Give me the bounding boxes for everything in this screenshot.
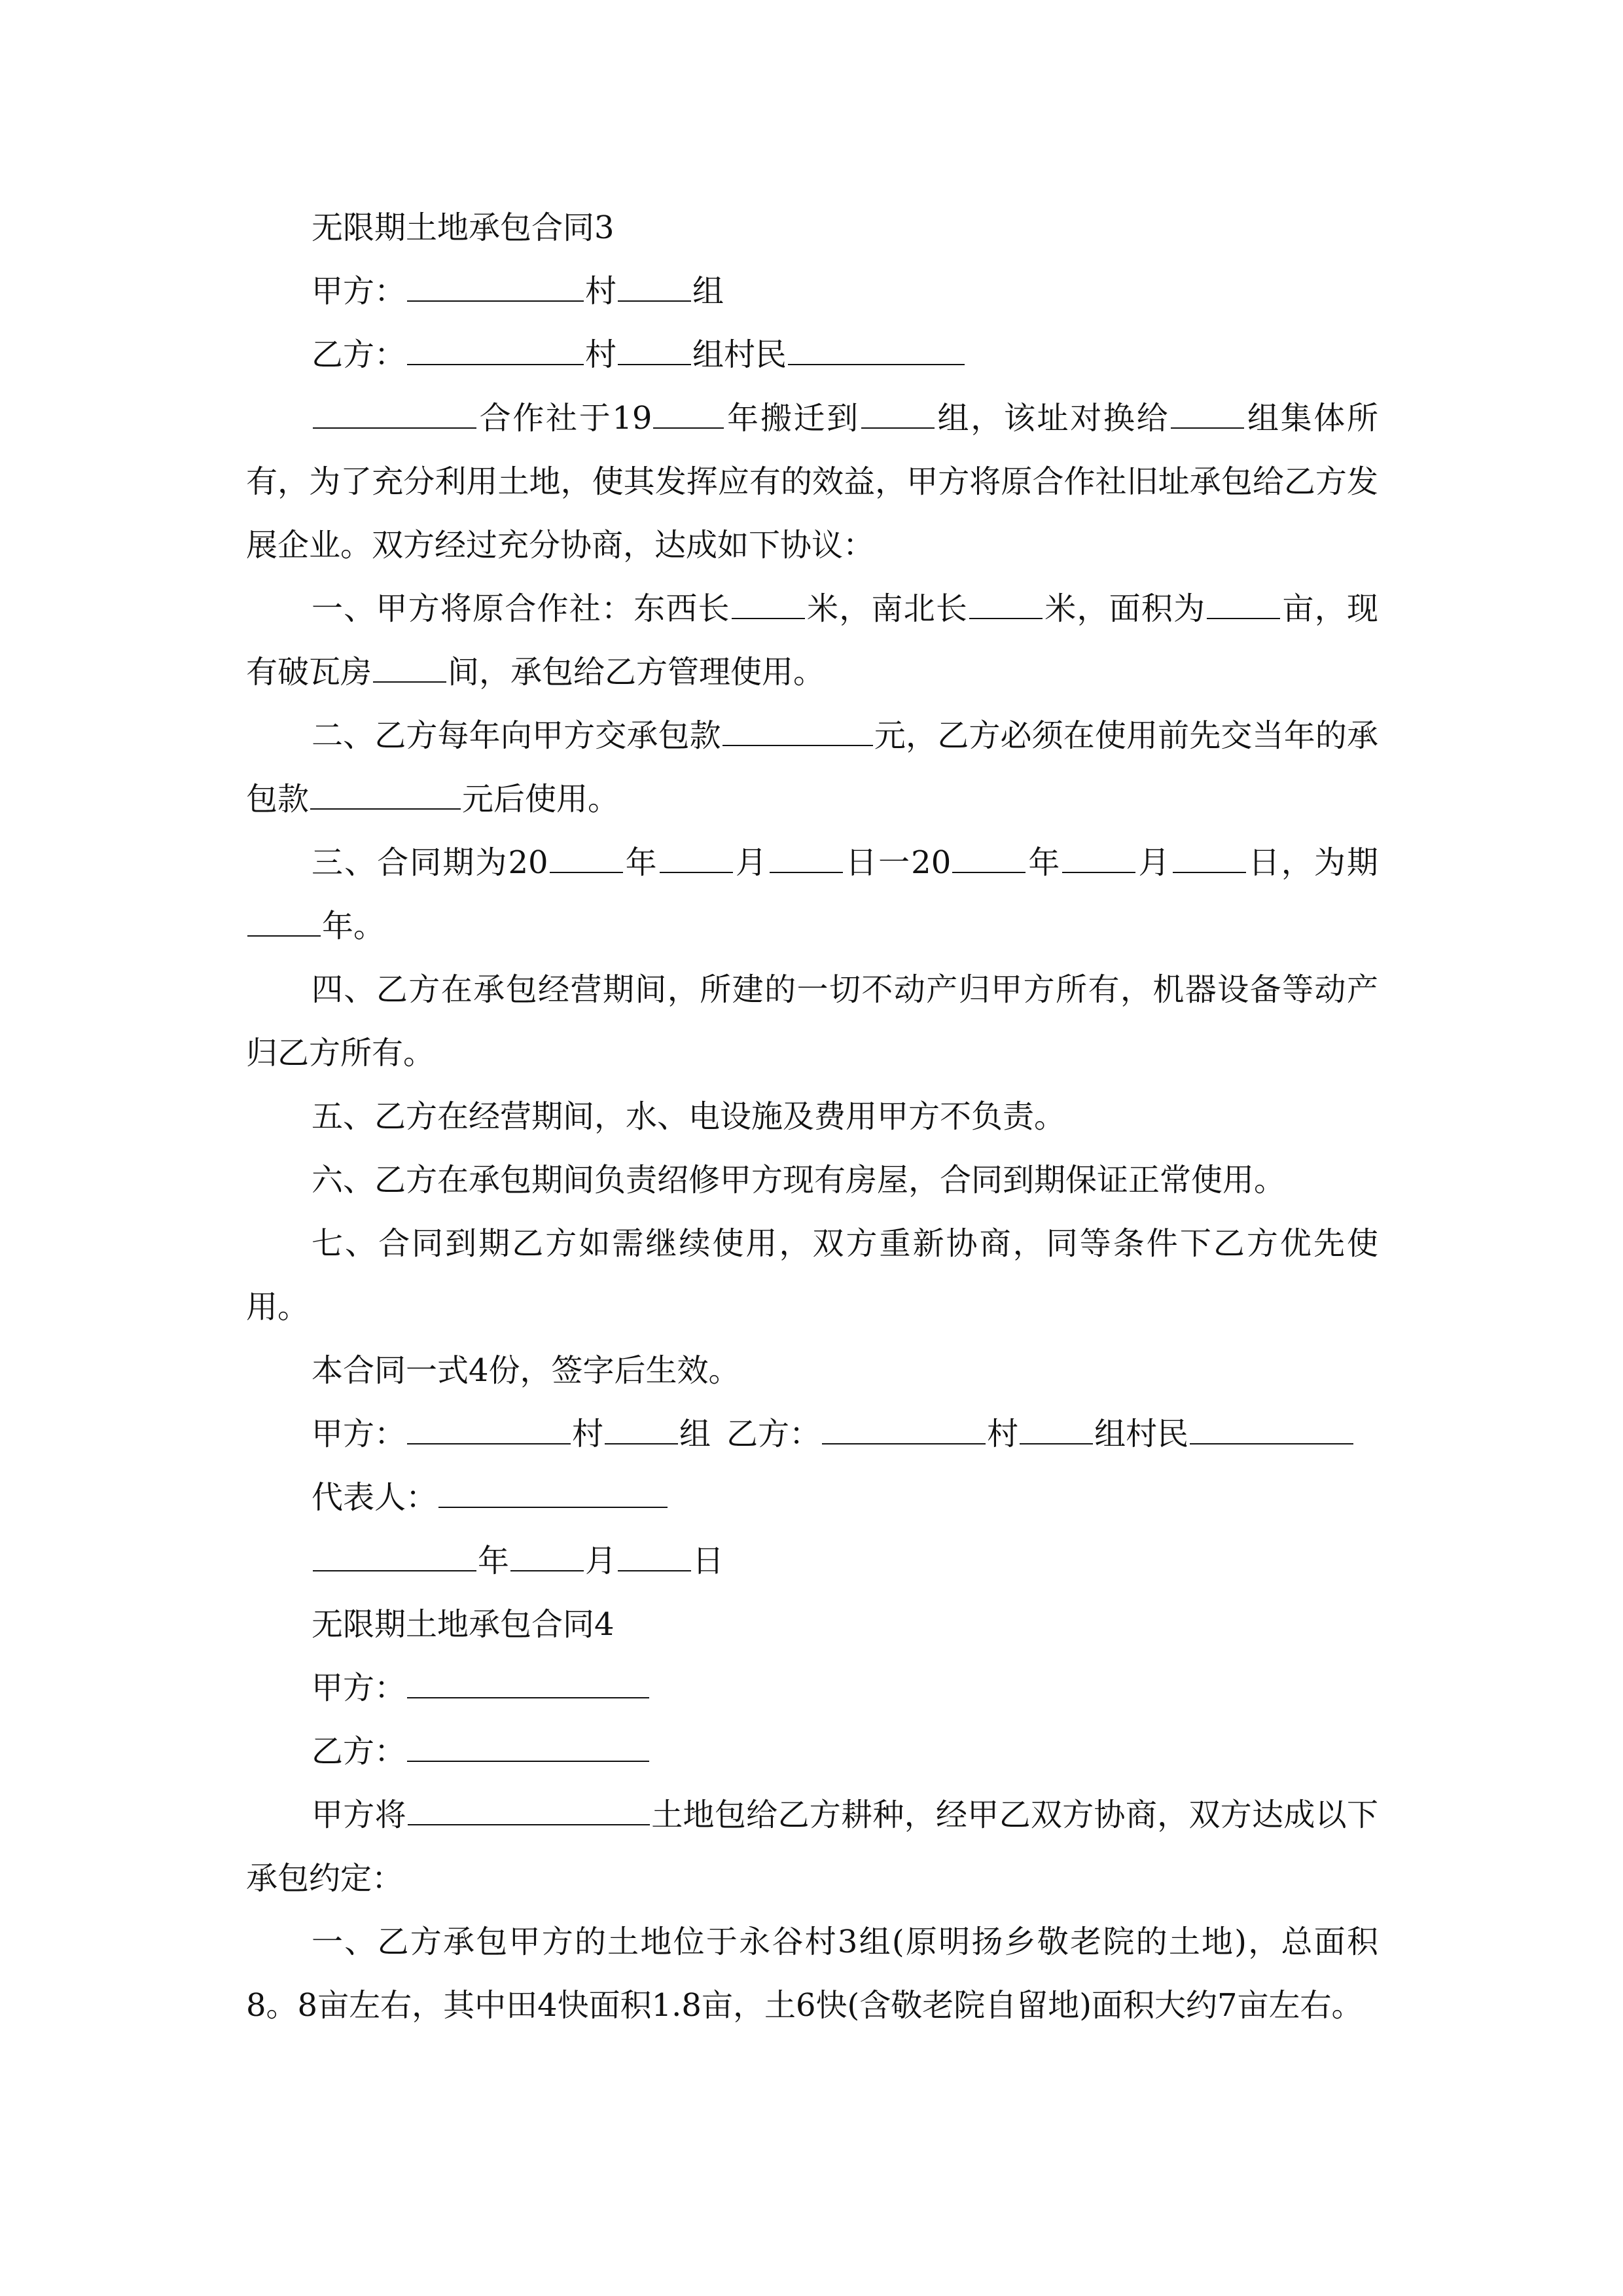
village-label: 村 (987, 1416, 1019, 1452)
sign-party-a-label: 甲方： (312, 1416, 406, 1452)
clause-6: 六、乙方在承包期间负责绍修甲方现有房屋，合同到期保证正常使用。 (312, 1162, 1286, 1198)
group-label: 组 (692, 273, 724, 310)
party-a-line (246, 260, 1378, 323)
village-label: 村 (585, 273, 617, 310)
party-a-label: 甲方： (312, 273, 406, 310)
intro-text: 甲方将 (312, 1797, 406, 1833)
blank-field (313, 1537, 476, 1571)
blank-field (605, 1410, 678, 1444)
clause-text: 三、合同期为20 (312, 844, 548, 881)
day-label: 日 (692, 1543, 724, 1579)
blank-field (653, 395, 724, 429)
signature-line (246, 1403, 1378, 1466)
intro-text: 合作社于19 (478, 400, 652, 437)
date-line (246, 1530, 1378, 1593)
clause-7: 七、合同到期乙方如需继续使用，双方重新协商，同等条件下乙方优先使用。 (246, 1225, 1378, 1325)
clause-text: 日一20 (844, 844, 952, 881)
clause-text: 二、乙方每年向甲方交承包款 (312, 717, 721, 754)
intro-text: 组集体所有，为了充分利用土地，使其发挥应有的效益，甲方将原合作社旧址承包给乙方发展企业。双方经过充分协商，达成如下协议： (246, 400, 1378, 564)
blank-field (861, 395, 935, 429)
contract-3-title: 无限期土地承包合同3 (312, 209, 615, 246)
blank-field (438, 1474, 668, 1508)
party-a-label: 甲方： (312, 1670, 406, 1706)
blank-field (788, 331, 965, 365)
clause-text: 月 (1137, 844, 1171, 881)
blank-field (550, 839, 623, 873)
blank-field (1171, 395, 1244, 429)
blank-field (373, 649, 446, 683)
village-label: 村 (585, 336, 617, 373)
blank-field (732, 585, 805, 619)
clause-text: 元后使用。 (462, 781, 620, 817)
blank-field (952, 839, 1026, 873)
year-label: 年 (478, 1543, 510, 1579)
intro-text: 组，该址对换给 (935, 400, 1170, 437)
blank-field (969, 585, 1043, 619)
blank-field (660, 839, 733, 873)
clause-text: 亩，现有破瓦房 (246, 590, 1378, 691)
blank-field (407, 1410, 571, 1444)
blank-field (247, 903, 321, 937)
blank-field (407, 1664, 649, 1698)
group-villager-label: 组村民 (1094, 1416, 1189, 1452)
clause-text: 元，乙方必须在使用前先交当年的承包款 (246, 717, 1378, 817)
clause-text: 年。 (322, 908, 385, 944)
sign-party-b-label: 乙方： (726, 1416, 821, 1452)
village-label: 村 (572, 1416, 604, 1452)
clause-text: 米，南北长 (806, 590, 969, 627)
representative-label: 代表人： (312, 1479, 438, 1516)
clause-text: 间，承包给乙方管理使用。 (448, 654, 825, 691)
blank-field (618, 331, 691, 365)
group-villager-label: 组村民 (692, 336, 787, 373)
clause-4: 四、乙方在承包经营期间，所建的一切不动产归甲方所有，机器设备等动产归乙方所有。 (246, 971, 1378, 1071)
representative-line (246, 1466, 1378, 1530)
clause-3 (246, 831, 1378, 958)
clause-1 (246, 577, 1378, 704)
blank-field (408, 1791, 650, 1825)
blank-field (1190, 1410, 1353, 1444)
contract-4-title: 无限期土地承包合同4 (312, 1606, 615, 1643)
party-b-label: 乙方： (312, 1733, 406, 1770)
clause-5: 五、乙方在经营期间，水、电设施及费用甲方不负责。 (312, 1098, 1066, 1135)
clause-1-4: 一、乙方承包甲方的土地位于永谷村3组(原明扬乡敬老院的土地)，总面积8。8亩左右，其中田4快面积1.8亩，土6快(含敬老院自留地)面积大约7亩左右。 (246, 1924, 1378, 2024)
party-a-line-4 (246, 1657, 1378, 1720)
clause-text: 日，为期 (1247, 844, 1378, 881)
clause-text: 月 (734, 844, 768, 881)
blank-field (407, 331, 584, 365)
copies-line: 本合同一式4份，签字后生效。 (312, 1352, 740, 1389)
document-page (246, 196, 1378, 2037)
blank-field (618, 1537, 691, 1571)
blank-field (1207, 585, 1280, 619)
party-b-line (246, 323, 1378, 387)
party-b-line-4 (246, 1720, 1378, 1784)
group-label: 组 (679, 1416, 711, 1452)
intro-paragraph (246, 387, 1378, 577)
clause-text: 米，面积为 (1044, 590, 1206, 627)
clause-text: 年 (1027, 844, 1061, 881)
blank-field (770, 839, 843, 873)
clause-2 (246, 704, 1378, 831)
blank-field (407, 268, 584, 302)
clause-text: 年 (624, 844, 658, 881)
blank-field (510, 1537, 584, 1571)
blank-field (1062, 839, 1135, 873)
blank-field (313, 395, 476, 429)
intro-text: 土地包给乙方耕种，经甲乙双方协商，双方达成以下承包约定： (246, 1797, 1378, 1897)
intro-paragraph-4 (246, 1784, 1378, 1910)
blank-field (618, 268, 691, 302)
blank-field (1020, 1410, 1093, 1444)
blank-field (822, 1410, 986, 1444)
party-b-label: 乙方： (312, 336, 406, 373)
blank-field (407, 1728, 649, 1762)
blank-field (722, 712, 873, 746)
blank-field (1173, 839, 1246, 873)
month-label: 月 (585, 1543, 617, 1579)
blank-field (310, 776, 461, 810)
clause-text: 一、甲方将原合作社：东西长 (312, 590, 730, 627)
intro-text: 年搬迁到 (725, 400, 860, 437)
